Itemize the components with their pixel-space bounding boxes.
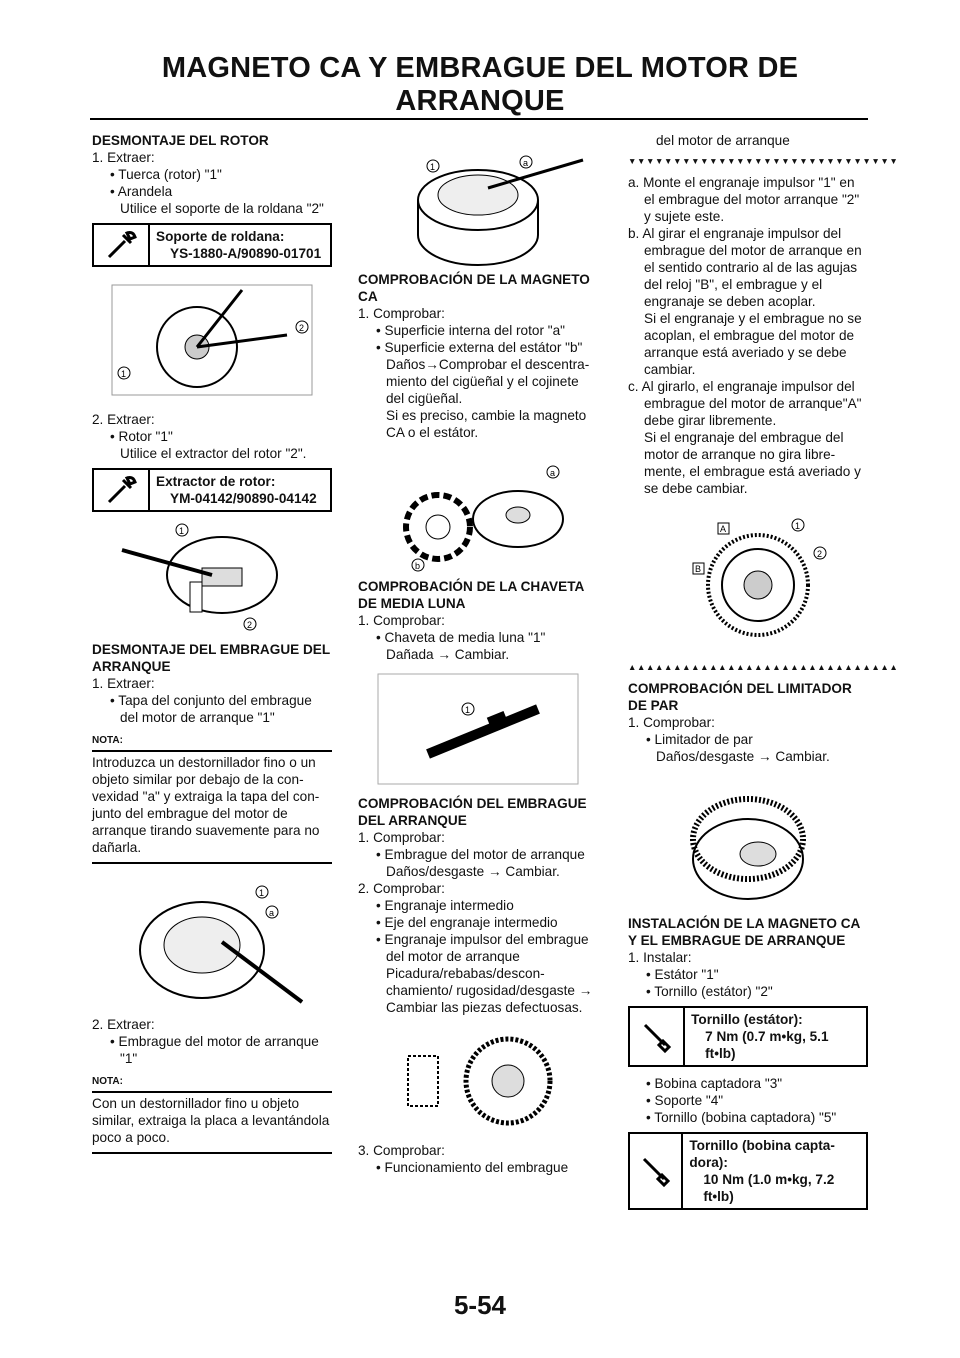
bullet: • Bobina captadora "3" <box>646 1076 783 1091</box>
step: 2. Comprobar: <box>358 881 445 896</box>
section-title: COMPROBACIÓN DE LA MAGNETO CA <box>358 272 590 304</box>
substep-text: Si el engranaje y el embrague no se acoplan, el embrague del motor de arranque está averiado y se debe cambiar. <box>644 311 862 377</box>
spec-name: Soporte de roldana: <box>156 229 285 244</box>
substep: b. Al girar el engranaje impulsor del embrague del motor de arranque en el sentido contrario al de las agujas del reloj "B", el embrague y el engranaje se deben acoplar. <box>628 226 862 309</box>
bullet-text: Utilice el extractor del rotor "2". <box>120 446 307 461</box>
label-A: A <box>720 524 727 534</box>
stator-rotor-figure <box>368 457 588 572</box>
column-3 <box>628 132 899 1218</box>
step: 1. Comprobar: <box>358 830 445 845</box>
bullet-text: del motor de arranque <box>656 133 790 148</box>
bullet: • Rotor "1" <box>110 429 173 444</box>
section-title: COMPROBACIÓN DEL LIMITADOR DE PAR <box>628 681 852 713</box>
clutch-figure <box>368 140 588 265</box>
spec-name: Extractor de rotor: <box>156 474 276 489</box>
callout-a: a <box>269 908 275 918</box>
note-text: Introduzca un destornillador fino o un objeto similar por debajo de la convexidad "a" y extraiga la tapa del conjunto del embrague del motor de arranque tirando suavemente para no dañarla. <box>92 755 320 855</box>
page-title: MAGNETO CA Y EMBRAGUE DEL MOTOR DE ARRANQUE <box>161 52 799 117</box>
bullet: • Chaveta de media luna "1" <box>376 630 546 645</box>
step: 1. Comprobar: <box>358 306 445 321</box>
callout-1: 1 <box>121 369 127 379</box>
callout-b: b <box>415 561 421 571</box>
bullet: • Engranaje impulsor del embrague del motor de arranque <box>376 932 589 964</box>
end-marker: ▲▲▲▲▲▲▲▲▲▲▲▲▲▲▲▲▲▲▲▲▲▲▲▲▲▲▲▲▲▲ <box>628 662 899 672</box>
bullet: • Superficie externa del estátor "b" <box>376 340 583 355</box>
tool-icon <box>94 470 150 510</box>
spec-value: YM-04142/90890-04142 <box>170 491 317 506</box>
bullet: • Tornillo (bobina captadora) "5" <box>646 1110 837 1125</box>
note-label: NOTA: <box>92 1073 332 1093</box>
spec-value: 10 Nm (1.0 m•kg, 7.2 ft•lb) <box>703 1172 835 1204</box>
callout-1: 1 <box>430 162 436 172</box>
bullet: • Funcionamiento del embrague <box>376 1160 569 1175</box>
bullet: • Embrague del motor de arranque <box>376 847 585 862</box>
bullet: • Engranaje intermedio <box>376 898 514 913</box>
column-2 <box>358 132 598 1176</box>
step: 1. Comprobar: <box>628 715 715 730</box>
callout-2: 2 <box>247 620 253 630</box>
section-title: INSTALACIÓN DE LA MAGNETO CA Y EL EMBRAGUE DE ARRANQUE <box>628 916 860 948</box>
callout-a: a <box>523 158 529 168</box>
bullet-text: Daños/desgaste → Cambiar. <box>386 864 560 879</box>
bullet: • Tuerca (rotor) "1" <box>110 167 222 182</box>
spec-value: 7 Nm (0.7 m•kg, 5.1 ft•lb) <box>705 1029 829 1061</box>
spec-box <box>92 223 332 267</box>
step: 2. Extraer: <box>92 412 155 427</box>
section-title: DESMONTAJE DEL EMBRAGUE DEL ARRANQUE <box>92 642 330 674</box>
bullet-text: Si es preciso, cambie la magneto CA o el estátor. <box>386 408 587 440</box>
note <box>92 732 332 864</box>
bullet-text: Dañada → Cambiar. <box>386 647 510 662</box>
one-way-clutch-figure <box>638 513 858 653</box>
bullet-text: Utilice el soporte de la roldana "2" <box>120 201 324 216</box>
header-rule <box>90 118 868 120</box>
torque-spec-box <box>628 1132 868 1210</box>
step: 2. Extraer: <box>92 1017 155 1032</box>
bullet: • Tapa del conjunto del embrague del motor de arranque "1" <box>110 693 312 725</box>
bullet-text: Picadura/rebabas/desconchamiento/ rugosidad/desgaste → Cambiar las piezas defectuosas. <box>386 966 593 1015</box>
torque-limiter-figure <box>638 779 858 909</box>
page-number: 5-54 <box>453 1290 507 1320</box>
callout-1: 1 <box>795 521 801 531</box>
note-text: Con un destornillador fino u objeto similar, extraiga la placa a levantándola poco a poco. <box>92 1096 330 1145</box>
bullet: • Estátor "1" <box>646 967 719 982</box>
substep: a. Monte el engranaje impulsor "1" en el embrague del motor arranque "2" y sujete este. <box>628 175 860 224</box>
bullet-text: Daños/desgaste → Cambiar. <box>656 749 830 764</box>
step: 3. Comprobar: <box>358 1143 445 1158</box>
bullet: • Arandela <box>110 184 173 199</box>
step: 1. Extraer: <box>92 150 155 165</box>
callout-a: a <box>550 468 556 478</box>
spec-name: Tornillo (bobina captadora): <box>689 1138 835 1170</box>
column-1 <box>92 132 332 1158</box>
section-title: DESMONTAJE DEL ROTOR <box>92 133 269 148</box>
start-marker: ▼▼▼▼▼▼▼▼▼▼▼▼▼▼▼▼▼▼▼▼▼▼▼▼▼▼▼▼▼▼ <box>628 156 899 166</box>
woodruff-key-figure <box>368 669 588 789</box>
section-title: COMPROBACIÓN DEL EMBRAGUE DEL ARRANQUE <box>358 796 587 828</box>
spec-box <box>92 468 332 512</box>
bullet: • Eje del engranaje intermedio <box>376 915 558 930</box>
callout-2: 2 <box>817 549 823 559</box>
bullet: • Tornillo (estátor) "2" <box>646 984 773 999</box>
wrench-icon <box>630 1134 683 1208</box>
section-title: COMPROBACIÓN DE LA CHAVETA DE MEDIA LUNA <box>358 579 584 611</box>
step: 1. Extraer: <box>92 676 155 691</box>
spec-value: YS-1880-A/90890-01701 <box>170 246 322 261</box>
step: 1. Comprobar: <box>358 613 445 628</box>
bullet: • Soporte "4" <box>646 1093 724 1108</box>
callout-1: 1 <box>465 705 471 715</box>
bullet: • Embrague del motor de arranque "1" <box>110 1034 319 1066</box>
step: 1. Instalar: <box>628 950 692 965</box>
note <box>92 1073 332 1154</box>
gears-figure <box>368 1026 588 1136</box>
wrench-icon <box>630 1008 685 1065</box>
bullet: • Limitador de par <box>646 732 753 747</box>
clutch-cover-figure <box>112 870 312 1010</box>
bullet-text: Daños→Comprobar el descentramiento del cigüeñal y el cojinete del cigüeñal. <box>386 357 590 406</box>
bullet: • Superficie interna del rotor "a" <box>376 323 565 338</box>
label-B: B <box>695 564 702 574</box>
torque-spec-box <box>628 1006 868 1067</box>
tool-icon <box>94 225 150 265</box>
substep-text: Si el engranaje del embrague del motor de arranque no gira libremente, el embrague está averiado y se debe cambiar. <box>644 430 861 496</box>
callout-1: 1 <box>259 888 265 898</box>
callout-1: 1 <box>179 526 185 536</box>
spec-name: Tornillo (estátor): <box>691 1012 803 1027</box>
rotor-holder-figure <box>102 275 322 405</box>
rotor-puller-figure <box>102 520 322 635</box>
callout-2: 2 <box>299 323 305 333</box>
substep: c. Al girarlo, el engranaje impulsor del embrague del motor de arranque"A" debe girar libremente. <box>628 379 862 428</box>
note-label: NOTA: <box>92 732 332 752</box>
